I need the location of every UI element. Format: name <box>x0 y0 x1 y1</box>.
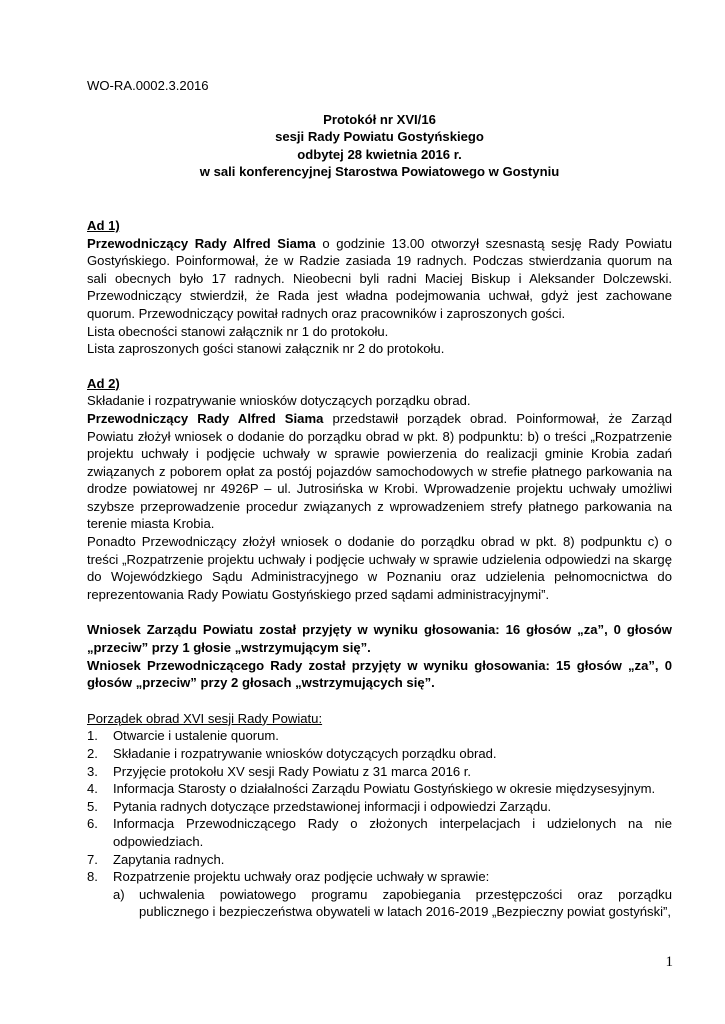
ad2-paragraph-2: Ponadto Przewodniczący złożył wniosek o dodanie do porządku obrad w pkt. 8) podpunktu c) o treści „Rozpatrzenie projektu uchwały i podjęcie uchwały w sprawie udzielenia odpowiedzi na skargę do Wojewódzkiego Sądu Administracyjnego w Poznaniu oraz udzielenia pełnomocnictwa do reprezentowania Rady Powiatu Gostyńskiego przed sądami administracyjnymi”. <box>87 534 672 602</box>
agenda-item-number: 6. <box>87 816 98 832</box>
agenda-item-text: Otwarcie i ustalenie quorum. <box>113 728 279 744</box>
agenda-item-number: 3. <box>87 763 98 779</box>
agenda-subitem-text: uchwalenia powiatowego programu zapobiegania przestępczości oraz porządku publicznego i bezpieczeństwa obywateli w latach 2016-2019 „Bezpieczny powiat gostyński”, <box>139 886 672 920</box>
agenda-item-number: 4. <box>87 781 98 797</box>
agenda-sublist <box>113 886 672 921</box>
ad2-paragraph-1 <box>87 410 672 533</box>
agenda-item <box>87 745 672 763</box>
agenda-item-number: 7. <box>87 851 98 867</box>
agenda-item <box>87 763 672 781</box>
agenda-item-text: Informacja Starosty o działalności Zarządu Powiatu Gostyńskiego w okresie międzysesyjnym. <box>113 781 656 797</box>
agenda-item-number: 5. <box>87 798 98 814</box>
reference-number: WO-RA.0002.3.2016 <box>87 78 209 93</box>
agenda-item <box>87 798 672 816</box>
agenda-item-number: 1. <box>87 728 98 744</box>
ad2-speaker: Przewodniczący Rady Alfred Siama <box>87 410 324 426</box>
agenda-item-text: Informacja Przewodniczącego Rady o złożonych interpelacjach i udzielonych na nie odpowiedziach. <box>113 816 672 849</box>
spacer <box>87 692 672 710</box>
agenda-item <box>87 780 672 798</box>
spacer <box>87 603 672 621</box>
agenda-subitem-letter: a) <box>113 886 125 902</box>
agenda-item <box>87 868 672 921</box>
vote-result-1: Wniosek Zarządu Powiatu został przyjęty w wyniku głosowania: 16 głosów „za”, 0 głosów „przeciw” przy 1 głosie „wstrzymującym się”. <box>87 622 672 656</box>
title-line-3: odbytej 28 kwietnia 2016 r. <box>297 146 462 162</box>
spacer <box>87 358 672 375</box>
agenda-item <box>87 851 672 869</box>
agenda-item-text: Pytania radnych dotyczące przedstawionej informacji i odpowiedzi Zarządu. <box>113 798 552 814</box>
ad1-text: o godzinie 13.00 otworzył szesnastą sesję Rady Powiatu Gostyńskiego. Poinformował, że w Radzie zasiada 19 radnych. Podczas stwierdzania quorum na sali obecnych było 17 radnych. Nieobecni byli radni Maciej Biskup i Aleksander Dolczewski. Przewodniczący stwierdził, że Rada jest władna podejmowania uchwał, gdyż jest zachowane quorum. Przewodniczący powitał radnych oraz pracowników i zaproszonych gości. <box>87 235 672 321</box>
ad2-heading: Ad 2) <box>87 375 120 391</box>
page-number: 1 <box>665 954 673 970</box>
agenda-item-text: Przyjęcie protokołu XV sesji Rady Powiatu z 31 marca 2016 r. <box>113 763 472 779</box>
ad1-attachment-1: Lista obecności stanowi załącznik nr 1 do protokołu. <box>87 323 389 339</box>
vote-result-2: Wniosek Przewodniczącego Rady został przyjęty w wyniku głosowania: 15 głosów „za”, 0 głosów „przeciw” przy 2 głosach „wstrzymujących się”. <box>87 657 672 691</box>
title-line-4: w sali konferencyjnej Starostwa Powiatowego w Gostyniu <box>199 164 560 180</box>
agenda-item-text: Zapytania radnych. <box>113 851 225 867</box>
agenda-item-number: 2. <box>87 746 98 761</box>
ad2-text-1: przedstawił porządek obrad. Poinformował, że Zarząd Powiatu złożył wniosek o dodanie do porządku obrad w pkt. 8) podpunktu: b) o treści „Rozpatrzenie projektu uchwały i podjęcie uchwały w sprawie powierzenia do realizacji gminie Krobia zadań związanych z poborem opłat za postój pojazdów samochodowych w strefie płatnego parkowania na drodze powiatowej nr 4926P – ul. Jutrosińska w Krobi. Wprowadzenie projektu uchwały umożliwi szybsze przeprowadzenie procedur związanych z wprowadzeniem strefy płatnego parkowania na terenie miasta Krobia. <box>87 410 672 532</box>
ad1-heading: Ad 1) <box>87 217 120 233</box>
ad1-attachment-2: Lista zaproszonych gości stanowi załącznik nr 2 do protokołu. <box>87 341 445 357</box>
agenda-item-text: Rozpatrzenie projektu uchwały oraz podjęcie uchwały w sprawie: <box>113 869 490 885</box>
agenda-subitem <box>113 886 672 921</box>
agenda-item <box>87 727 672 745</box>
ad2-intro: Składanie i rozpatrywanie wniosków dotyczących porządku obrad. <box>87 393 471 409</box>
agenda-item <box>87 815 672 850</box>
ad1-paragraph <box>87 235 672 323</box>
agenda-list <box>87 727 672 921</box>
document-body <box>87 77 672 921</box>
agenda-item-number: 8. <box>87 869 98 885</box>
document-title <box>87 111 672 181</box>
title-line-1: Protokół nr XVI/16 <box>323 111 436 127</box>
agenda-heading: Porządek obrad XVI sesji Rady Powiatu: <box>87 710 323 726</box>
title-line-2: sesji Rady Powiatu Gostyńskiego <box>275 129 484 145</box>
ad1-speaker: Przewodniczący Rady Alfred Siama <box>87 235 316 251</box>
agenda-item-text: Składanie i rozpatrywanie wniosków dotyczących porządku obrad. <box>113 746 497 761</box>
